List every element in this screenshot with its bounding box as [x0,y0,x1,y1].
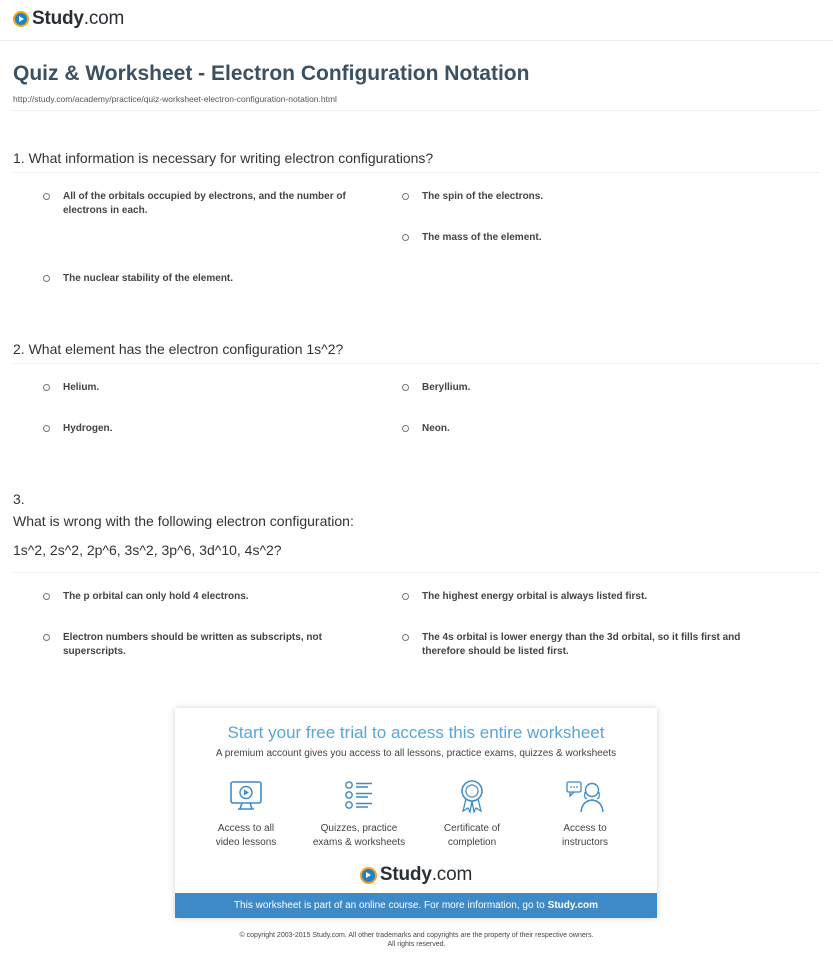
option-label: The p orbital can only hold 4 electrons. [63,591,249,602]
answer-option[interactable] [402,381,762,395]
question-3-number: 3. [13,491,25,507]
play-logo-icon [13,11,29,27]
question-3-configuration: 1s^2, 2s^2, 2p^6, 3s^2, 3p^6, 3d^10, 4s^2? [13,542,282,558]
radio-button[interactable] [43,384,50,391]
title-divider [13,110,820,111]
quiz-list-icon [341,778,377,814]
radio-button[interactable] [402,593,409,600]
radio-button[interactable] [43,593,50,600]
radio-button[interactable] [43,634,50,641]
question-1-divider [13,172,820,173]
answer-option[interactable] [43,631,343,659]
page-title: Quiz & Worksheet - Electron Configuration Notation [13,62,530,85]
play-logo-icon [360,867,377,884]
answer-option[interactable] [43,381,373,395]
option-label: Hydrogen. [63,423,113,434]
page-url: http://study.com/academy/practice/quiz-worksheet-electron-configuration-notation.html [13,94,337,104]
option-label: The spin of the electrons. [422,191,544,202]
feature-certificate [417,778,527,850]
study-logo-footer[interactable] [175,864,657,886]
option-label: Beryllium. [422,382,471,393]
answer-option[interactable] [402,590,762,604]
answer-option[interactable] [43,272,373,286]
question-3: What is wrong with the following electron configuration: [13,513,354,529]
header-divider [0,40,833,41]
feature-video-lessons [191,778,301,850]
radio-button[interactable] [43,425,50,432]
certificate-icon [454,778,490,814]
answer-option[interactable] [402,631,747,659]
feature-quizzes [304,778,414,850]
radio-button[interactable] [402,193,409,200]
study-logo[interactable] [13,8,124,30]
study-link[interactable]: Study.com [547,900,599,911]
logo-name: Study [379,864,432,885]
option-label: The mass of the element. [422,232,542,243]
copyright-line-2: All rights reserved. [387,941,446,948]
logo-name: Study [32,8,84,29]
answer-option[interactable] [43,422,373,436]
radio-button[interactable] [43,193,50,200]
question-1: 1. What information is necessary for writing electron configurations? [13,150,434,166]
answer-option[interactable] [402,231,762,245]
course-info-text: This worksheet is part of an online course. For more information, go to [233,900,545,911]
option-label: Helium. [63,382,100,393]
option-label: Electron numbers should be written as subscripts, not superscripts. [63,632,322,657]
feature-line-2: completion [447,837,497,848]
logo-tld: .com [431,864,473,885]
radio-button[interactable] [43,275,50,282]
course-info-bar [175,893,657,918]
feature-line-1: Access to [563,823,607,834]
question-2: 2. What element has the electron configuration 1s^2? [13,341,344,357]
free-trial-title[interactable]: Start your free trial to access this entire worksheet [227,723,605,742]
copyright-notice [0,931,833,949]
option-label: The 4s orbital is lower energy than the 3d orbital, so it fills first and therefore should be listed first. [422,632,741,657]
video-lesson-icon [228,778,264,814]
answer-option[interactable] [402,190,762,204]
answer-option[interactable] [43,590,373,604]
option-label: Neon. [422,423,450,434]
free-trial-box [175,708,657,918]
radio-button[interactable] [402,384,409,391]
feature-line-2: exams & worksheets [312,837,406,848]
feature-instructors [530,778,640,850]
feature-line-1: Access to all [217,823,275,834]
logo-tld: .com [83,8,125,29]
instructor-icon [565,778,605,814]
free-trial-subtitle: A premium account gives you access to all lessons, practice exams, quizzes & worksheets [215,748,617,759]
radio-button[interactable] [402,234,409,241]
question-2-divider [13,363,820,364]
option-label: The highest energy orbital is always listed first. [422,591,648,602]
feature-line-1: Quizzes, practice [320,823,398,834]
feature-line-2: instructors [561,837,609,848]
option-label: The nuclear stability of the element. [63,273,234,284]
answer-option[interactable] [43,190,373,218]
question-3-divider [13,572,820,573]
radio-button[interactable] [402,425,409,432]
feature-line-2: video lessons [215,837,277,848]
answer-option[interactable] [402,422,762,436]
feature-line-1: Certificate of [443,823,501,834]
copyright-line-1: © copyright 2003-2015 Study.com. All other trademarks and copyrights are the property of their respective owners. [239,932,594,939]
radio-button[interactable] [402,634,409,641]
option-label: All of the orbitals occupied by electrons, and the number of electrons in each. [63,191,346,216]
